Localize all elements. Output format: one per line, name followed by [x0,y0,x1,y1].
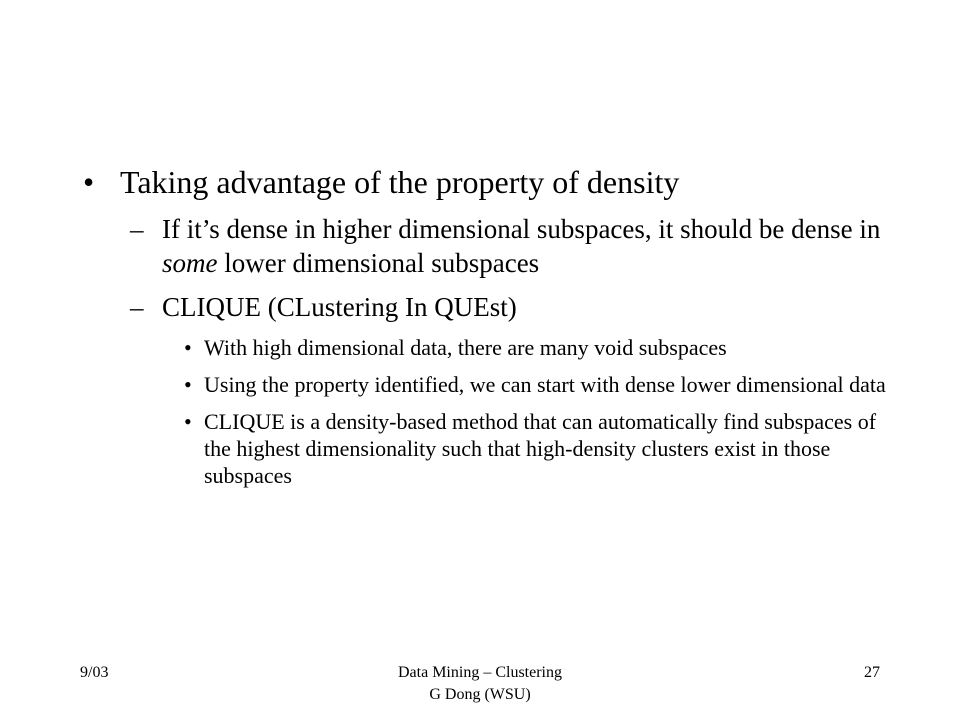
bullet-dot-icon: • [184,409,192,434]
footer-date: 9/03 [80,664,109,681]
sub-point-emphasis: some [162,248,218,278]
footer-title [330,662,630,706]
footer-page-number: 27 [864,664,880,681]
footer-title-line1: Data Mining – Clustering [398,664,562,681]
main-point-text: Taking advantage of the property of density [120,164,680,200]
sub-point-text-after: lower dimensional subspaces [217,248,540,278]
footer-title-line2: G Dong (WSU) [429,686,531,703]
bullet-dot-icon: • [184,372,192,397]
detail-void-subspaces [80,334,890,361]
detail-text: CLIQUE is a density-based method that can automatically find subspaces of the highest dimensionality such that high-density clusters exist in those subspaces [204,409,877,488]
bullet-dash-icon: – [130,292,144,322]
detail-start-dense-lower [80,371,890,398]
bullet-dot-icon: • [83,164,95,200]
detail-text: With high dimensional data, there are many void subspaces [204,335,727,360]
bullet-dash-icon: – [130,214,144,244]
bullet-dot-icon: • [184,335,192,360]
sub-point-dense-subspaces [80,212,890,280]
sub-point-text: CLIQUE (CLustering In QUEst) [162,292,517,322]
sub-point-text-before: If it’s dense in higher dimensional subspaces, it should be dense in [162,214,881,244]
slide-content [80,160,890,499]
detail-clique-method [80,408,890,489]
sub-point-clique [80,290,890,324]
detail-text: Using the property identified, we can start with dense lower dimensional data [204,372,886,397]
bullet-main-point [80,160,890,204]
